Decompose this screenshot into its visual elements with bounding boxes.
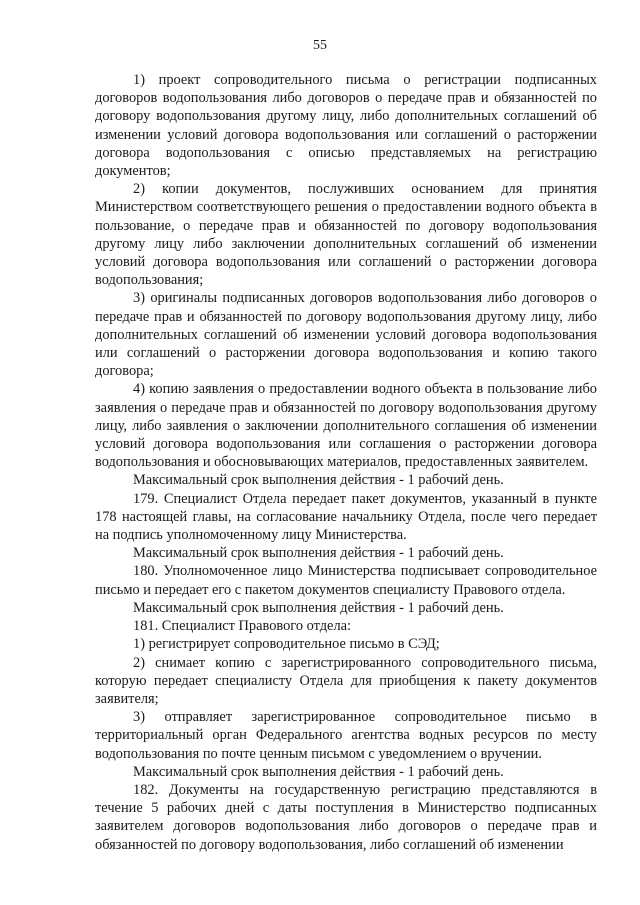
- clause-181: 181. Специалист Правового отдела:: [133, 618, 352, 635]
- list-item-4: 4) копию заявления о предоставлении водного объекта в пользование либо заявления о передаче прав и обязанностей по договору водопользования другому лицу, либо заявления о заключении дополнительного соглашения об изменении условий договора водопользования или соглашения о расторжении договора водопользования и обосновывающих материалов, предоставленных заявителем.: [95, 381, 597, 471]
- clause-181-item-1: 1) регистрирует сопроводительное письмо в СЭД;: [133, 636, 440, 653]
- clause-180: 180. Уполномоченное лицо Министерства подписывает сопроводительное письмо и передает его с пакетом документов специалисту Правового отдела.: [95, 563, 597, 598]
- clause-181-item-2: 2) снимает копию с зарегистрированного сопроводительного письма, которую передает специалисту Отдела для приобщения к пакету документов заявителя;: [95, 654, 597, 707]
- list-item-1: 1) проект сопроводительного письма о регистрации подписанных договоров водопользования либо договоров о передаче прав и обязанностей по договору водопользования другому лицу, либо дополнительных соглашений об изменении условий договора водопользования или соглашений о расторжении договора водопользования с описью представляемых на регистрацию документов;: [95, 72, 597, 180]
- deadline-note: Максимальный срок выполнения действия - 1 рабочий день.: [133, 763, 504, 780]
- deadline-note: Максимальный срок выполнения действия - 1 рабочий день.: [133, 545, 504, 562]
- clause-181-item-3: 3) отправляет зарегистрированное сопроводительное письмо в территориальный орган Федерального агентства водных ресурсов по месту водопользования по почте ценным письмом с уведомлением о вручении.: [95, 709, 597, 762]
- clause-179: 179. Специалист Отдела передает пакет документов, указанный в пункте 178 настоящей главы, на согласование начальнику Отдела, после чего передает на подпись уполномоченному лицу Министерства.: [95, 490, 597, 544]
- deadline-note: Максимальный срок выполнения действия - 1 рабочий день.: [133, 472, 504, 489]
- clause-182: 182. Документы на государственную регистрацию представляются в течение 5 рабочих дней с даты поступления в Министерство подписанных заявителем договоров водопользования либо договоров о передаче прав и обязанностей по договору водопользования, либо соглашений об изменении: [95, 781, 597, 853]
- document-body: [95, 71, 597, 854]
- list-item-2: 2) копии документов, послуживших основанием для принятия Министерством соответствующего решения о предоставлении водного объекта в пользование, о передаче прав и обязанностей по договору водопользования другому лицу либо заключении дополнительных соглашений об изменении условий договора водопользования или соглашений о расторжении договора водопользования;: [95, 181, 597, 289]
- page-number: 55: [313, 38, 327, 53]
- list-item-3: 3) оригиналы подписанных договоров водопользования либо договоров о передаче прав и обязанностей по договору водопользования другому лицу, либо дополнительных соглашений об изменении условий договора водопользования или соглашений о расторжении договора водопользования и копию такого договора;: [95, 290, 597, 380]
- deadline-note: Максимальный срок выполнения действия - 1 рабочий день.: [133, 599, 504, 616]
